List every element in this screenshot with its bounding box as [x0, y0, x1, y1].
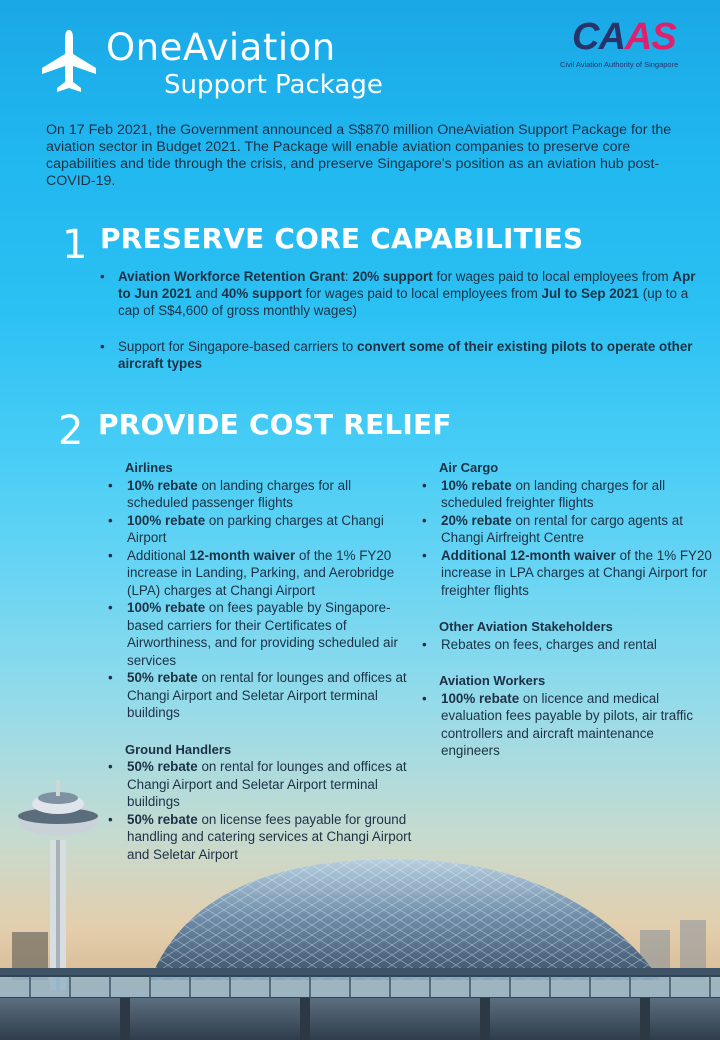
- list-item: • 20% rebate on rental for cargo agents at Changi Airfreight Centre: [422, 512, 712, 547]
- caas-logo-caption: Civil Aviation Authority of Singapore: [560, 60, 679, 69]
- page-title: OneAviation: [106, 26, 336, 69]
- aviation-workers-group: [422, 672, 712, 760]
- list-item: • 50% rebate on rental for lounges and offices at Changi Airport and Seletar Airport terminal buildings: [108, 669, 412, 722]
- section-2-title: PROVIDE COST RELIEF: [98, 408, 452, 441]
- list-item: • 10% rebate on landing charges for all scheduled freighter flights: [422, 477, 712, 512]
- list-item: • 50% rebate on rental for lounges and offices at Changi Airport and Seletar Airport terminal buildings: [108, 758, 412, 811]
- airlines-group: [108, 459, 412, 722]
- list-item: • Additional 12-month waiver of the 1% FY20 increase in Landing, Parking, and Aerobridge (LPA) charges at Changi Airport: [108, 547, 412, 600]
- aviation-workers-heading: Aviation Workers: [439, 673, 546, 688]
- list-item: • 10% rebate on landing charges for all scheduled passenger flights: [108, 477, 412, 512]
- list-item: • 100% rebate on fees payable by Singapore-based carriers for their Certificates of Airworthiness, and for providing scheduled air services: [108, 599, 412, 669]
- list-item: • 50% rebate on license fees payable for ground handling and catering services at Changi Airport and Seletar Airport: [108, 811, 412, 864]
- list-item: • Support for Singapore-based carriers to convert some of their existing pilots to operate other aircraft types: [100, 338, 700, 372]
- caas-logo: [558, 16, 708, 72]
- right-column: [422, 459, 712, 779]
- other-stakeholders-heading: Other Aviation Stakeholders: [439, 619, 613, 634]
- airport-scenery-image: [0, 760, 720, 1040]
- air-cargo-heading: Air Cargo: [439, 460, 499, 475]
- page-subtitle: Support Package: [164, 70, 383, 100]
- airplane-icon: [38, 28, 100, 94]
- section-1-list: [100, 268, 700, 391]
- air-cargo-group: [422, 459, 712, 599]
- list-item: • 100% rebate on licence and medical evaluation fees payable by pilots, air traffic controllers and aircraft maintenance engineers: [422, 690, 712, 760]
- list-item: • Additional 12-month waiver of the 1% FY20 increase in LPA charges at Changi Airport for freighter flights: [422, 547, 712, 600]
- list-item: • 100% rebate on parking charges at Changi Airport: [108, 512, 412, 547]
- section-1-title: PRESERVE CORE CAPABILITIES: [100, 222, 584, 255]
- caas-logo-wordmark: CAAS: [572, 16, 676, 58]
- other-stakeholders-group: [422, 618, 712, 653]
- section-1-number: 1: [62, 222, 88, 268]
- ground-handlers-heading: Ground Handlers: [125, 741, 232, 757]
- section-2-number: 2: [58, 408, 84, 454]
- list-item: • Aviation Workforce Retention Grant: 20% support for wages paid to local employees from Apr to Jun 2021 and 40% support for wages paid to local employees from Jul to Sep 2021 (up to a cap of S$4,600 of gross monthly wages): [100, 268, 700, 319]
- airlines-heading: Airlines: [125, 460, 173, 475]
- intro-paragraph: On 17 Feb 2021, the Government announced a S$870 million OneAviation Support Package for the aviation sector in Budget 2021. The Package will enable aviation companies to preserve core capabilities and tide through the crisis, and preserve Singapore's position as an aviation hub post-COVID-19.: [46, 122, 672, 189]
- list-item: • Rebates on fees, charges and rental: [422, 636, 712, 654]
